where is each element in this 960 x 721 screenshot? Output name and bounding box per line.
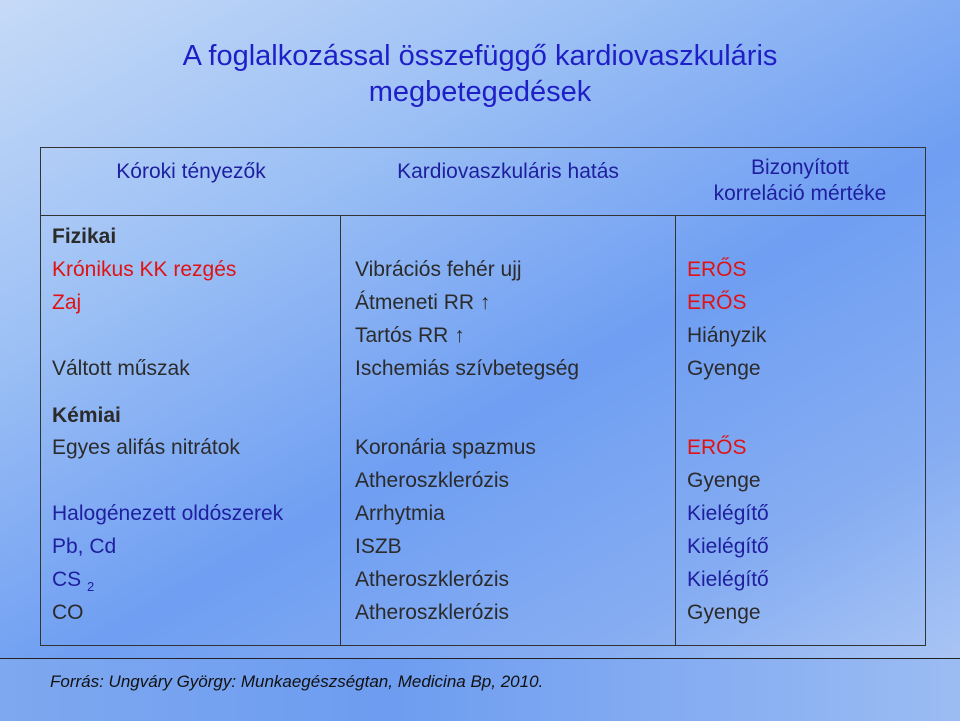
factor-vibration: Krónikus KK rezgés	[52, 258, 237, 281]
header-correlation	[675, 148, 925, 221]
column-divider-1	[340, 215, 341, 645]
title-line-2: megbetegedések	[368, 76, 592, 108]
column-divider-2	[675, 215, 676, 645]
effect-temporary-rr	[355, 290, 490, 316]
header-effects: Kardiovaszkuláris hatás	[397, 160, 619, 183]
factor-cs2-subscript: 2	[87, 579, 95, 595]
arrow-up-icon: ↑	[479, 291, 491, 314]
factor-solvents: Halogénezett oldószerek	[52, 502, 284, 525]
corr-10: Gyenge	[687, 601, 761, 624]
factor-noise: Zaj	[52, 291, 82, 314]
page-title	[0, 38, 960, 110]
factor-cs2-label: CS	[52, 568, 82, 591]
source-bar	[0, 658, 960, 721]
title-line-1: A foglalkozással összefüggő kardiovaszkuláris	[182, 40, 778, 72]
effect-atherosclerosis-1: Atheroszklerózis	[355, 469, 510, 492]
corr-6: Gyenge	[687, 469, 761, 492]
source-citation: Forrás: Ungváry György: Munkaegészségtan, Medicina Bp, 2010.	[50, 672, 544, 691]
corr-8: Kielégítő	[687, 535, 769, 558]
corr-5: ERŐS	[687, 436, 747, 459]
factor-cs2	[52, 567, 94, 600]
header-correlation-line-1: Bizonyított	[750, 156, 850, 179]
corr-2: ERŐS	[687, 291, 747, 314]
factor-shift-work: Váltott műszak	[52, 357, 190, 380]
header-correlation-line-2: korreláció mértéke	[713, 182, 887, 205]
effect-iszb: ISZB	[355, 535, 402, 558]
corr-3: Hiányzik	[687, 324, 767, 347]
corr-9: Kielégítő	[687, 568, 769, 591]
effect-atherosclerosis-3: Atheroszklerózis	[355, 601, 510, 624]
effect-ischemic: Ischemiás szívbetegség	[355, 357, 580, 380]
factor-pb-cd: Pb, Cd	[52, 535, 117, 558]
group-chemical: Kémiai	[52, 404, 121, 427]
header-factors: Kóroki tényezők	[116, 160, 266, 183]
effect-permanent-rr	[355, 323, 465, 349]
factor-co: CO	[52, 601, 84, 624]
corr-1: ERŐS	[687, 258, 747, 281]
effect-atherosclerosis-2: Atheroszklerózis	[355, 568, 510, 591]
header-divider	[41, 215, 925, 216]
corr-7: Kielégítő	[687, 502, 769, 525]
arrow-up-icon: ↑	[454, 324, 465, 347]
effect-temporary-rr-label: Átmeneti RR	[355, 291, 475, 314]
effect-arrhythmia: Arrhytmia	[355, 502, 445, 525]
effect-white-finger: Vibrációs fehér ujj	[355, 258, 522, 281]
effect-permanent-rr-label: Tartós RR	[355, 324, 449, 347]
effect-coronary-spasm: Koronária spazmus	[355, 436, 536, 459]
corr-4: Gyenge	[687, 357, 761, 380]
group-physical: Fizikai	[52, 225, 117, 248]
factor-nitrates: Egyes alifás nitrátok	[52, 436, 240, 459]
cardio-table	[40, 147, 926, 646]
